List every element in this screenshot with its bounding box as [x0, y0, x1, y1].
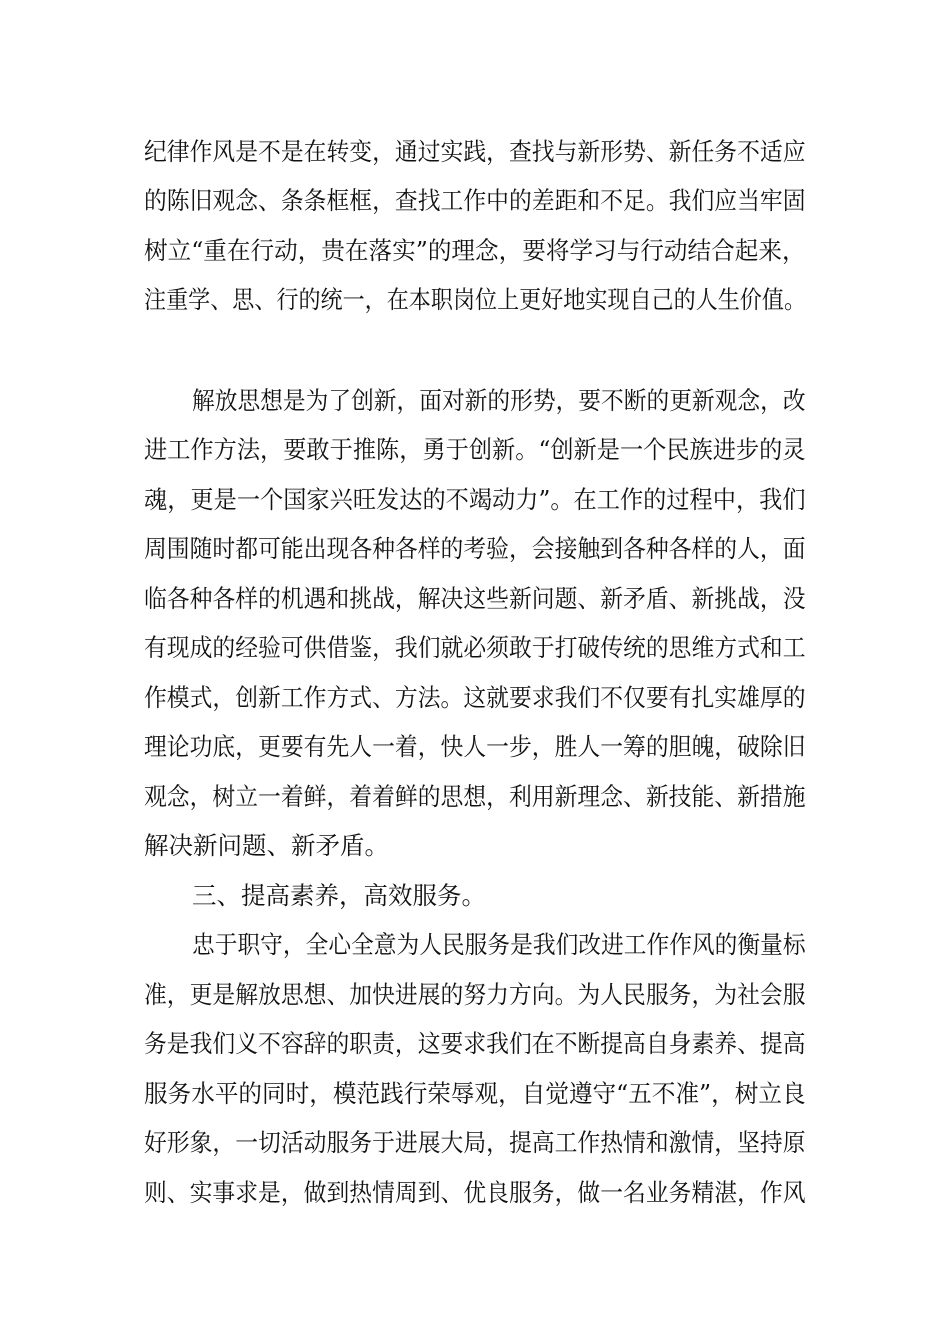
paragraph-1-line-4: 注重学、思、行的统一，在本职岗位上更好地实现自己的人生价值。 — [144, 285, 807, 314]
paragraph-2-line-9: 观念，树立一着鲜，着着鲜的思想，利用新理念、新技能、新措施 — [144, 782, 806, 811]
paragraph-2-line-6: 有现成的经验可供借鉴，我们就必须敢于打破传统的思维方式和工 — [144, 633, 806, 662]
paragraph-3-line-1: 忠于职守，全心全意为人民服务是我们改进工作作风的衡量标 — [192, 930, 806, 959]
paragraph-2-line-10: 解决新问题、新矛盾。 — [144, 831, 389, 860]
paragraph-2-line-8: 理论功底，更要有先人一着，快人一步，胜人一筹的胆魄，破除旧 — [144, 732, 806, 761]
paragraph-2-line-5: 临各种各样的机遇和挑战，解决这些新问题、新矛盾、新挑战，没 — [144, 584, 806, 613]
paragraph-3-line-4: 服务水平的同时，模范践行荣辱观，自觉遵守“五不准”，树立良 — [144, 1079, 806, 1108]
paragraph-1-line-2: 的陈旧观念、条条框框，查找工作中的差距和不足。我们应当牢固 — [144, 186, 806, 215]
paragraph-2-line-2: 进工作方法，要敢于推陈，勇于创新。“创新是一个民族进步的灵 — [144, 435, 806, 464]
paragraph-3-line-6: 则、实事求是，做到热情周到、优良服务，做一名业务精湛，作风 — [144, 1178, 806, 1207]
paragraph-3-line-5: 好形象，一切活动服务于进展大局，提高工作热情和激情，坚持原 — [144, 1128, 806, 1157]
paragraph-1-line-3: 树立“重在行动，贵在落实”的理念，要将学习与行动结合起来， — [144, 236, 806, 265]
paragraph-2-line-1: 解放思想是为了创新，面对新的形势，要不断的更新观念，改 — [192, 386, 806, 415]
paragraph-2-line-4: 周围随时都可能出现各种各样的考验，会接触到各种各样的人，面 — [144, 534, 806, 563]
paragraph-3-line-2: 准，更是解放思想、加快进展的努力方向。为人民服务，为社会服 — [144, 980, 806, 1009]
section-heading-3: 三、提高素养，高效服务。 — [192, 881, 486, 910]
paragraph-2-line-3: 魂，更是一个国家兴旺发达的不竭动力”。在工作的过程中，我们 — [144, 485, 806, 514]
paragraph-2-line-7: 作模式，创新工作方式、方法。这就要求我们不仅要有扎实雄厚的 — [144, 683, 806, 712]
paragraph-3-line-3: 务是我们义不容辞的职责，这要求我们在不断提高自身素养、提高 — [144, 1029, 806, 1058]
paragraph-1-line-1: 纪律作风是不是在转变，通过实践，查找与新形势、新任务不适应 — [144, 137, 806, 166]
